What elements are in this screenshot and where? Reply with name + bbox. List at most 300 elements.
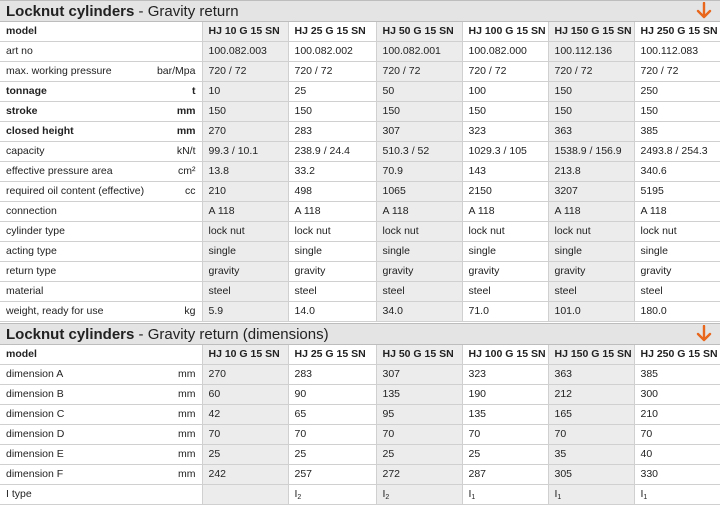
value-cell	[288, 385, 376, 405]
value-cell	[462, 242, 548, 262]
header-model-cell: HJ 100 G 15 SN	[462, 22, 548, 42]
cell-value: lock nut	[382, 225, 419, 237]
cell-value: 213.8	[554, 165, 581, 177]
cell-value: 323	[468, 368, 487, 380]
row-label-cell	[0, 82, 202, 102]
row-label-cell	[0, 102, 202, 122]
row-label-cell	[0, 182, 202, 202]
table-row	[0, 162, 720, 182]
row-unit: mm	[178, 388, 196, 400]
table-row	[0, 262, 720, 282]
cell-value: 70	[294, 428, 307, 440]
cell-value: 135	[382, 388, 401, 400]
cell-value: 101.0	[554, 305, 581, 317]
value-cell	[634, 82, 720, 102]
value-cell	[548, 445, 634, 465]
row-label-cell	[0, 162, 202, 182]
cell-subscript: 2	[385, 494, 390, 501]
value-cell	[462, 122, 548, 142]
cell-value: 150	[640, 105, 659, 117]
value-cell	[462, 405, 548, 425]
row-unit: t	[192, 85, 196, 97]
row-label-cell	[0, 445, 202, 465]
value-cell	[634, 282, 720, 302]
value-cell	[376, 425, 462, 445]
cell-value: 385	[640, 125, 659, 137]
value-cell	[288, 42, 376, 62]
value-cell	[288, 182, 376, 202]
value-cell	[202, 302, 288, 322]
value-cell	[548, 485, 634, 505]
row-label: required oil content (effective)	[6, 185, 145, 197]
cell-value: 307	[382, 125, 401, 137]
value-cell	[202, 405, 288, 425]
value-cell	[288, 485, 376, 505]
row-label-cell	[0, 282, 202, 302]
cell-value: 720 / 72	[468, 65, 507, 77]
cell-value: 100.082.000	[468, 45, 527, 57]
cell-value: 363	[554, 368, 573, 380]
value-cell	[202, 485, 288, 505]
header-model-cell: HJ 250 G 15 SN	[634, 345, 720, 365]
row-unit: mm	[178, 408, 196, 420]
section-gravity-return-dimensions	[0, 323, 720, 505]
cell-value: 307	[382, 368, 401, 380]
value-cell	[202, 425, 288, 445]
cell-subscript: 1	[557, 494, 562, 501]
value-cell	[376, 62, 462, 82]
down-arrow-icon[interactable]	[696, 2, 712, 20]
value-cell	[462, 485, 548, 505]
cell-value: 242	[208, 468, 227, 480]
cell-value: 100	[468, 85, 487, 97]
value-cell	[202, 42, 288, 62]
cell-value: gravity	[640, 265, 672, 277]
row-label-cell	[0, 365, 202, 385]
value-cell	[462, 365, 548, 385]
dimension-table	[0, 345, 720, 505]
row-label: capacity	[6, 145, 45, 157]
cell-value: 238.9 / 24.4	[294, 145, 350, 157]
row-unit: kg	[184, 305, 196, 317]
cell-value: 60	[208, 388, 221, 400]
value-cell	[548, 365, 634, 385]
row-label: acting type	[6, 245, 57, 257]
table-row	[0, 42, 720, 62]
value-cell	[202, 465, 288, 485]
cell-value: 2150	[468, 185, 492, 197]
cell-value: steel	[640, 285, 663, 297]
value-cell	[202, 242, 288, 262]
row-unit: mm	[176, 125, 196, 137]
table-row	[0, 222, 720, 242]
cell-value: 257	[294, 468, 313, 480]
cell-value: 363	[554, 125, 573, 137]
cell-value: single	[208, 245, 236, 257]
cell-value: 100.082.002	[294, 45, 353, 57]
cell-value: 25	[208, 448, 221, 460]
value-cell	[376, 262, 462, 282]
table-row	[0, 445, 720, 465]
value-cell	[634, 122, 720, 142]
table-row	[0, 465, 720, 485]
value-cell	[376, 485, 462, 505]
value-cell	[462, 465, 548, 485]
cell-value: I	[468, 488, 472, 500]
cell-value: 180.0	[640, 305, 667, 317]
cell-subscript: 1	[471, 494, 476, 501]
row-label-cell	[0, 465, 202, 485]
cell-value: I	[382, 488, 386, 500]
cell-value: 100.082.001	[382, 45, 441, 57]
header-model-cell: HJ 10 G 15 SN	[202, 345, 288, 365]
table-row	[0, 282, 720, 302]
table-row	[0, 385, 720, 405]
header-model-cell: HJ 25 G 15 SN	[288, 22, 376, 42]
value-cell	[288, 162, 376, 182]
table-row	[0, 182, 720, 202]
section-title-bar	[0, 323, 720, 345]
header-row	[0, 22, 720, 42]
cell-value: 25	[294, 85, 307, 97]
value-cell	[548, 122, 634, 142]
value-cell	[462, 385, 548, 405]
header-model-cell: HJ 150 G 15 SN	[548, 345, 634, 365]
value-cell	[202, 182, 288, 202]
row-label-cell	[0, 122, 202, 142]
value-cell	[548, 142, 634, 162]
value-cell	[376, 162, 462, 182]
table-row	[0, 122, 720, 142]
cell-value: 34.0	[382, 305, 403, 317]
cell-value: 143	[468, 165, 487, 177]
cell-value: steel	[294, 285, 317, 297]
cell-value: lock nut	[208, 225, 245, 237]
row-label: connection	[6, 205, 57, 217]
cell-value: 90	[294, 388, 307, 400]
row-label: cylinder type	[6, 225, 65, 237]
value-cell	[376, 365, 462, 385]
value-cell	[376, 82, 462, 102]
cell-value: single	[468, 245, 496, 257]
row-label-cell	[0, 202, 202, 222]
table-row	[0, 202, 720, 222]
row-unit: mm	[176, 105, 196, 117]
value-cell	[634, 465, 720, 485]
value-cell	[376, 142, 462, 162]
row-label: dimension B	[6, 388, 64, 400]
value-cell	[548, 302, 634, 322]
cell-value: 190	[468, 388, 487, 400]
cell-value: 210	[640, 408, 659, 420]
cell-value: 270	[208, 368, 227, 380]
value-cell	[462, 425, 548, 445]
value-cell	[376, 42, 462, 62]
value-cell	[462, 62, 548, 82]
cell-value: A 118	[382, 205, 409, 217]
value-cell	[548, 282, 634, 302]
value-cell	[288, 62, 376, 82]
cell-value: 305	[554, 468, 573, 480]
table-row	[0, 365, 720, 385]
value-cell	[634, 262, 720, 282]
value-cell	[376, 242, 462, 262]
value-cell	[288, 365, 376, 385]
cell-value: A 118	[554, 205, 581, 217]
cell-value: 33.2	[294, 165, 315, 177]
cell-value: 70	[382, 428, 395, 440]
value-cell	[288, 102, 376, 122]
cell-value: 720 / 72	[640, 65, 679, 77]
value-cell	[376, 465, 462, 485]
value-cell	[548, 425, 634, 445]
row-unit: cm²	[178, 165, 196, 177]
cell-value: lock nut	[468, 225, 505, 237]
value-cell	[288, 222, 376, 242]
row-label: dimension C	[6, 408, 65, 420]
cell-value: 720 / 72	[208, 65, 247, 77]
cell-value: 323	[468, 125, 487, 137]
row-label: closed height	[6, 125, 74, 137]
row-unit: cc	[185, 185, 196, 197]
cell-value: 65	[294, 408, 307, 420]
value-cell	[202, 262, 288, 282]
value-cell	[462, 182, 548, 202]
cell-value: 250	[640, 85, 659, 97]
value-cell	[634, 405, 720, 425]
value-cell	[288, 465, 376, 485]
cell-value: 135	[468, 408, 487, 420]
value-cell	[548, 405, 634, 425]
cell-value: 3207	[554, 185, 578, 197]
cell-value: 150	[294, 105, 313, 117]
value-cell	[634, 142, 720, 162]
value-cell	[376, 405, 462, 425]
down-arrow-icon[interactable]	[696, 325, 712, 343]
cell-value: 71.0	[468, 305, 489, 317]
value-cell	[548, 62, 634, 82]
value-cell	[462, 222, 548, 242]
row-label: dimension E	[6, 448, 64, 460]
row-label: art no	[6, 45, 33, 57]
value-cell	[376, 302, 462, 322]
row-label-cell	[0, 302, 202, 322]
value-cell	[288, 82, 376, 102]
value-cell	[634, 42, 720, 62]
cell-value: 720 / 72	[554, 65, 593, 77]
value-cell	[548, 162, 634, 182]
header-model-cell: HJ 10 G 15 SN	[202, 22, 288, 42]
row-label-cell	[0, 42, 202, 62]
value-cell	[634, 385, 720, 405]
value-cell	[634, 102, 720, 122]
cell-value: 14.0	[294, 305, 315, 317]
row-label: effective pressure area	[6, 165, 113, 177]
value-cell	[202, 162, 288, 182]
cell-value: gravity	[382, 265, 414, 277]
cell-value: 5195	[640, 185, 664, 197]
section-title: Locknut cylinders - Gravity return	[6, 3, 239, 20]
cell-value: gravity	[294, 265, 326, 277]
value-cell	[548, 385, 634, 405]
cell-value: steel	[208, 285, 231, 297]
value-cell	[376, 182, 462, 202]
value-cell	[288, 142, 376, 162]
cell-value: steel	[554, 285, 577, 297]
row-label-cell	[0, 405, 202, 425]
value-cell	[202, 82, 288, 102]
value-cell	[548, 42, 634, 62]
value-cell	[288, 302, 376, 322]
row-unit: mm	[178, 448, 196, 460]
cell-value: lock nut	[554, 225, 591, 237]
cell-value: 42	[208, 408, 221, 420]
value-cell	[634, 202, 720, 222]
cell-value: 270	[208, 125, 227, 137]
value-cell	[462, 142, 548, 162]
cell-value: 720 / 72	[382, 65, 421, 77]
cell-value: 10	[208, 85, 221, 97]
value-cell	[202, 282, 288, 302]
header-model-cell: HJ 50 G 15 SN	[376, 22, 462, 42]
cell-value: 13.8	[208, 165, 229, 177]
table-row	[0, 405, 720, 425]
value-cell	[462, 42, 548, 62]
cell-value: 340.6	[640, 165, 667, 177]
cell-value: 150	[468, 105, 487, 117]
value-cell	[376, 202, 462, 222]
cell-value: 1538.9 / 156.9	[554, 145, 622, 157]
cell-value: 25	[294, 448, 307, 460]
header-model-cell: HJ 50 G 15 SN	[376, 345, 462, 365]
cell-value: I	[640, 488, 644, 500]
value-cell	[376, 122, 462, 142]
value-cell	[462, 102, 548, 122]
cell-value: single	[382, 245, 410, 257]
cell-value: 212	[554, 388, 573, 400]
value-cell	[288, 425, 376, 445]
cell-value: 1065	[382, 185, 406, 197]
value-cell	[202, 102, 288, 122]
row-label: return type	[6, 265, 57, 277]
value-cell	[548, 202, 634, 222]
cell-value: A 118	[208, 205, 235, 217]
header-label: model	[0, 22, 202, 42]
cell-value: lock nut	[640, 225, 677, 237]
cell-value: 150	[382, 105, 401, 117]
cell-value: single	[554, 245, 582, 257]
value-cell	[376, 282, 462, 302]
table-row	[0, 82, 720, 102]
row-unit: bar/Mpa	[156, 65, 196, 77]
value-cell	[462, 282, 548, 302]
table-row	[0, 302, 720, 322]
value-cell	[548, 82, 634, 102]
value-cell	[202, 202, 288, 222]
cell-value: 272	[382, 468, 401, 480]
table-row	[0, 142, 720, 162]
cell-value: 150	[554, 105, 573, 117]
cell-value: 300	[640, 388, 659, 400]
value-cell	[288, 242, 376, 262]
cell-value: 70	[468, 428, 481, 440]
table-row	[0, 425, 720, 445]
header-row	[0, 345, 720, 365]
row-unit: mm	[178, 368, 196, 380]
row-label: weight, ready for use	[6, 305, 104, 317]
value-cell	[376, 385, 462, 405]
header-model-cell: HJ 100 G 15 SN	[462, 345, 548, 365]
row-label-cell	[0, 262, 202, 282]
cell-value: 70	[554, 428, 567, 440]
cell-value: 40	[640, 448, 653, 460]
value-cell	[376, 445, 462, 465]
value-cell	[634, 222, 720, 242]
header-model-cell: HJ 250 G 15 SN	[634, 22, 720, 42]
table-row	[0, 102, 720, 122]
cell-value: steel	[382, 285, 405, 297]
table-row	[0, 62, 720, 82]
cell-value: I	[294, 488, 298, 500]
cell-subscript: 2	[297, 494, 302, 501]
cell-value: 720 / 72	[294, 65, 333, 77]
value-cell	[462, 445, 548, 465]
value-cell	[202, 62, 288, 82]
cell-value: 100.112.136	[554, 45, 613, 57]
value-cell	[462, 162, 548, 182]
value-cell	[548, 182, 634, 202]
cell-value: 35	[554, 448, 567, 460]
row-unit: mm	[178, 468, 196, 480]
cell-value: 70.9	[382, 165, 403, 177]
row-label-cell	[0, 62, 202, 82]
value-cell	[548, 242, 634, 262]
value-cell	[288, 262, 376, 282]
cell-value: 70	[640, 428, 653, 440]
cell-value: 283	[294, 368, 313, 380]
value-cell	[202, 445, 288, 465]
row-label: material	[6, 285, 44, 297]
header-model-cell: HJ 25 G 15 SN	[288, 345, 376, 365]
row-label: tonnage	[6, 85, 47, 97]
row-label-cell	[0, 425, 202, 445]
value-cell	[634, 62, 720, 82]
cell-value: gravity	[468, 265, 500, 277]
table-row	[0, 485, 720, 505]
value-cell	[548, 465, 634, 485]
cell-value: 287	[468, 468, 487, 480]
cell-value: single	[294, 245, 322, 257]
value-cell	[634, 162, 720, 182]
row-label-cell	[0, 142, 202, 162]
value-cell	[202, 142, 288, 162]
value-cell	[462, 82, 548, 102]
value-cell	[202, 122, 288, 142]
cell-value: 165	[554, 408, 573, 420]
value-cell	[462, 302, 548, 322]
row-label: dimension A	[6, 368, 64, 380]
cell-value: 210	[208, 185, 227, 197]
section-title-bar	[0, 0, 720, 22]
value-cell	[462, 262, 548, 282]
row-label: max. working pressure	[6, 65, 112, 77]
cell-value: 100.082.003	[208, 45, 267, 57]
value-cell	[634, 182, 720, 202]
value-cell	[634, 242, 720, 262]
cell-value: 150	[208, 105, 227, 117]
cell-value: gravity	[554, 265, 586, 277]
header-label: model	[0, 345, 202, 365]
